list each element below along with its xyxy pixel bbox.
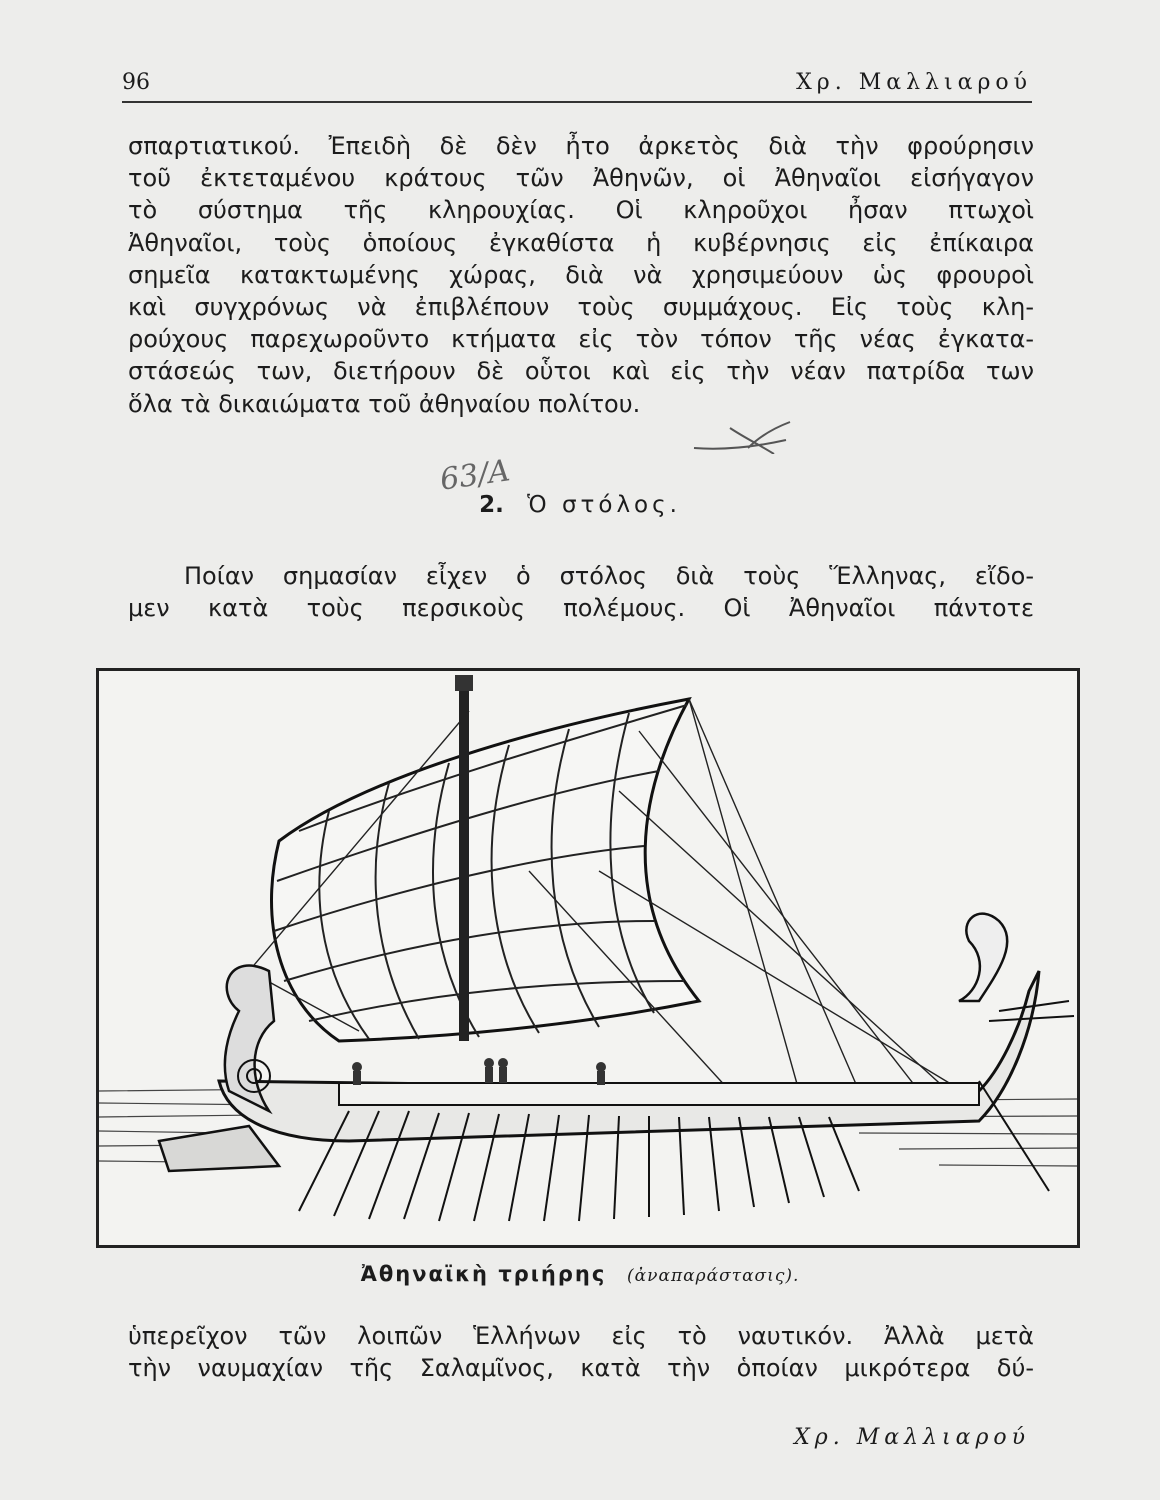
stern-ornament [959, 914, 1007, 1001]
trireme-drawing [99, 671, 1077, 1245]
header-rule [122, 101, 1032, 103]
paragraph-1 [128, 130, 1034, 420]
text-line: καὶ συγχρόνως νὰ ἐπιβλέπουν τοὺς συμμάχους. Εἰς τοὺς κλη- [128, 293, 1034, 322]
text-line: τοῦ ἐκτεταμένου κράτους τῶν Ἀθηνῶν, οἱ Ἀθηναῖοι εἰσήγαγον [128, 164, 1034, 193]
pencil-check-mark [690, 414, 800, 454]
text-line: Ποίαν σημασίαν εἶχεν ὁ στόλος διὰ τοὺς Ἕλληνας, εἴδο- [184, 562, 1034, 590]
footer-signature: Χρ. Μαλλιαρού [794, 1425, 1030, 1450]
text-line: στάσεώς των, διετήρουν δὲ οὗτοι καὶ εἰς τὴν νέαν πατρίδα των [128, 357, 1034, 386]
sail [272, 699, 700, 1041]
mast [459, 681, 469, 1041]
pencil-margin-note: 63/Α [437, 453, 513, 498]
caption-sub: (ἀναπαράστασις). [627, 1266, 800, 1286]
text-line: μεν κατὰ τοὺς περσικοὺς πολέμους. Οἱ Ἀθηναῖοι πάντοτε [128, 594, 1034, 623]
text-line: σημεῖα κατακτωμένης χώρας, διὰ νὰ χρησιμεύουν ὡς φρουροὶ [128, 260, 1034, 289]
paragraph-2 [128, 560, 1034, 624]
section-title: Ὁ στόλος. [527, 492, 681, 518]
figure-caption [0, 1262, 1160, 1286]
paragraph-3 [128, 1320, 1034, 1384]
page-number: 96 [122, 70, 150, 95]
deck-crew [352, 1058, 606, 1085]
running-head: Χρ. Μαλλιαρού [796, 70, 1032, 95]
text-line: τὸ σύστημα τῆς κληρουχίας. Οἱ κληροῦχοι ἦσαν πτωχοὶ [128, 196, 1034, 225]
text-line: ὑπερεῖχον τῶν λοιπῶν Ἑλλήνων εἰς τὸ ναυτικόν. Ἀλλὰ μετὰ [128, 1322, 1034, 1350]
section-number: 2. [479, 492, 504, 518]
trireme-illustration [96, 668, 1080, 1248]
text-line: τὴν ναυμαχίαν τῆς Σαλαμῖνος, κατὰ τὴν ὁποίαν μικρότερα δύ- [128, 1354, 1034, 1383]
text-line: ρούχους παρεχωροῦντο κτήματα εἰς τὸν τόπον τῆς νέας ἐγκατα- [128, 325, 1034, 354]
text-line: Ἀθηναῖοι, τοὺς ὁποίους ἐγκαθίστα ἡ κυβέρνησις εἰς ἐπίκαιρα [128, 228, 1034, 257]
caption-main: Ἀθηναϊκὴ τριήρης [360, 1262, 607, 1286]
text-line: σπαρτιατικού. Ἐπειδὴ δὲ δὲν ἦτο ἀρκετὸς διὰ τὴν φρούρησιν [128, 132, 1034, 160]
text-line: ὅλα τὰ δικαιώματα τοῦ ἀθηναίου πολίτου. [128, 389, 641, 418]
section-heading [0, 492, 1160, 518]
